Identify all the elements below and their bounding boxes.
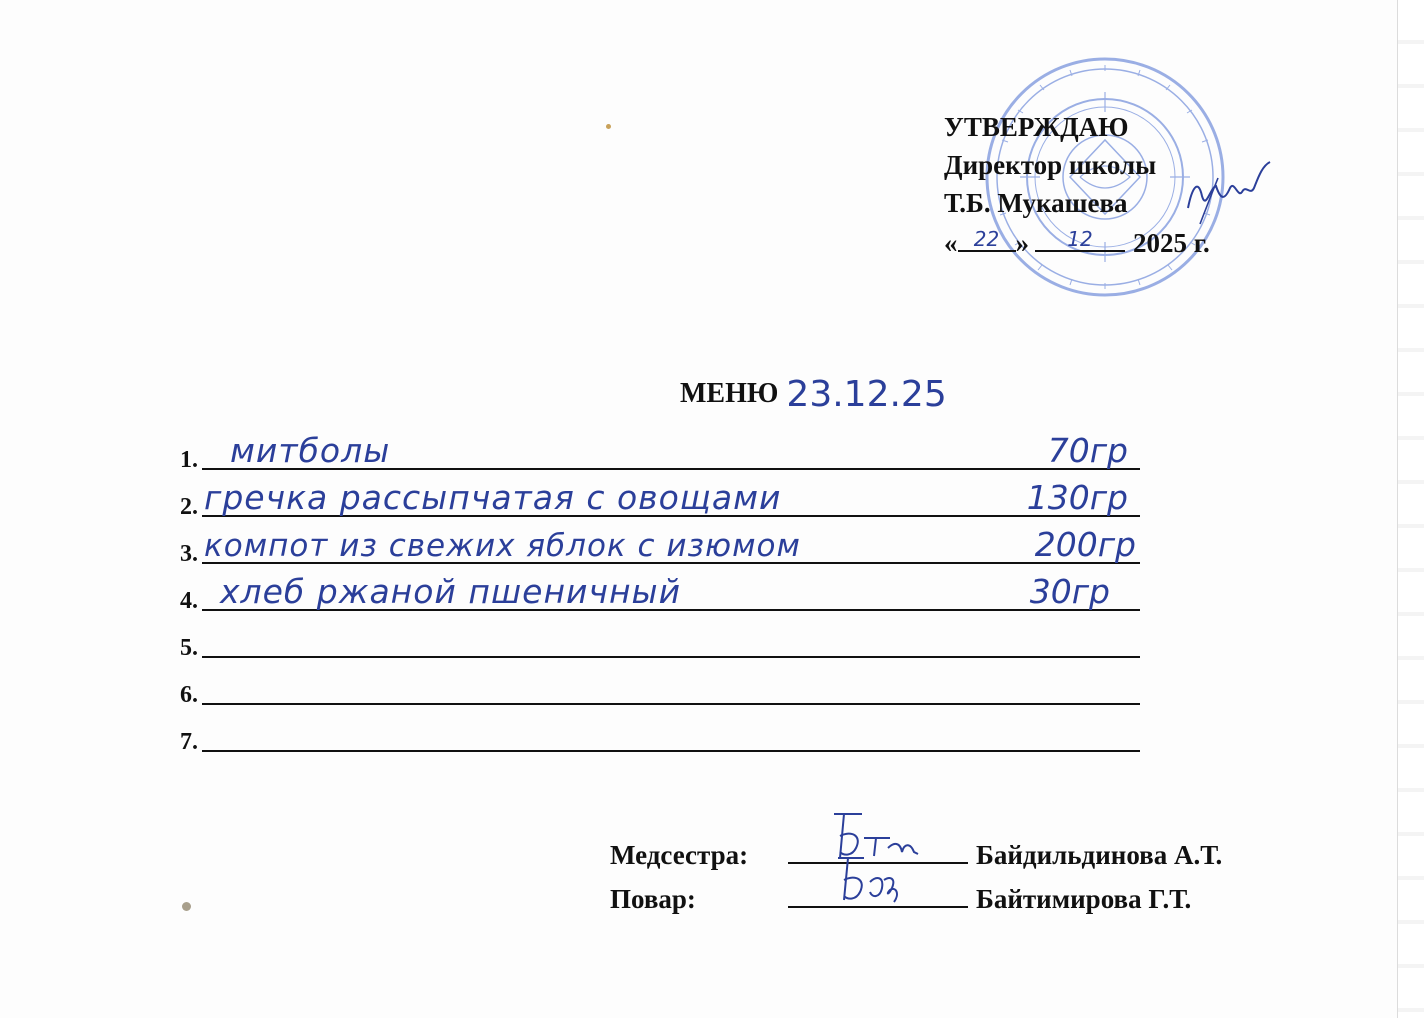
menu-row xyxy=(180,613,1140,660)
menu-row xyxy=(180,519,1140,566)
menu-date: 23.12.25 xyxy=(786,374,947,415)
menu-row xyxy=(180,660,1140,707)
director-name: Т.Б. Мукашева xyxy=(944,188,1128,218)
approval-date xyxy=(944,222,1210,262)
director-position: Директор школы xyxy=(944,150,1157,180)
row-number: 1. xyxy=(180,447,198,473)
cook-role: Повар: xyxy=(610,884,696,914)
nurse-role: Медсестра: xyxy=(610,840,749,870)
menu-title xyxy=(680,370,947,415)
dish-name: компот из свежих яблок с изюмом xyxy=(204,528,801,564)
date-close-quote: » xyxy=(1015,228,1029,258)
dish-weight: 70гр xyxy=(1047,431,1128,470)
year-text: 2025 г. xyxy=(1133,228,1210,258)
row-number: 7. xyxy=(180,729,198,755)
cook-name: Байтимирова Г.Т. xyxy=(976,884,1192,914)
dish-name: митболы xyxy=(230,431,391,470)
dish-name: гречка рассыпчатая с овощами xyxy=(204,478,782,517)
row-underline xyxy=(202,656,1140,658)
paper-speck xyxy=(606,124,611,129)
scan-edge xyxy=(1397,0,1424,1018)
dish-weight: 200гр xyxy=(1034,525,1136,564)
approval-block xyxy=(944,108,1210,262)
menu-row xyxy=(180,472,1140,519)
cook-signature-line xyxy=(610,880,1191,915)
dish-weight: 130гр xyxy=(1026,478,1128,517)
row-number: 2. xyxy=(180,494,198,520)
cook-signature xyxy=(828,852,928,908)
director-signature xyxy=(1180,158,1280,228)
row-number: 4. xyxy=(180,588,198,614)
menu-row xyxy=(180,425,1140,472)
row-underline xyxy=(202,750,1140,752)
approval-heading: УТВЕРЖДАЮ xyxy=(944,112,1129,142)
row-number: 6. xyxy=(180,682,198,708)
month-field xyxy=(1035,222,1125,252)
menu-row xyxy=(180,566,1140,613)
row-number: 3. xyxy=(180,541,198,567)
nurse-name: Байдильдинова А.Т. xyxy=(976,840,1223,870)
month-value: 12 xyxy=(1067,227,1093,251)
day-field xyxy=(958,222,1016,252)
menu-title-label: МЕНЮ xyxy=(680,378,779,409)
row-number: 5. xyxy=(180,635,198,661)
menu-list xyxy=(180,425,1140,754)
menu-row xyxy=(180,707,1140,754)
date-open-quote: « xyxy=(944,228,958,258)
dish-name: хлеб ржаной пшеничный xyxy=(220,572,682,611)
row-underline xyxy=(202,703,1140,705)
cook-signature-field xyxy=(788,880,968,908)
dish-weight: 30гр xyxy=(1029,572,1110,611)
day-value: 22 xyxy=(973,227,1000,251)
paper-speck xyxy=(182,902,191,911)
